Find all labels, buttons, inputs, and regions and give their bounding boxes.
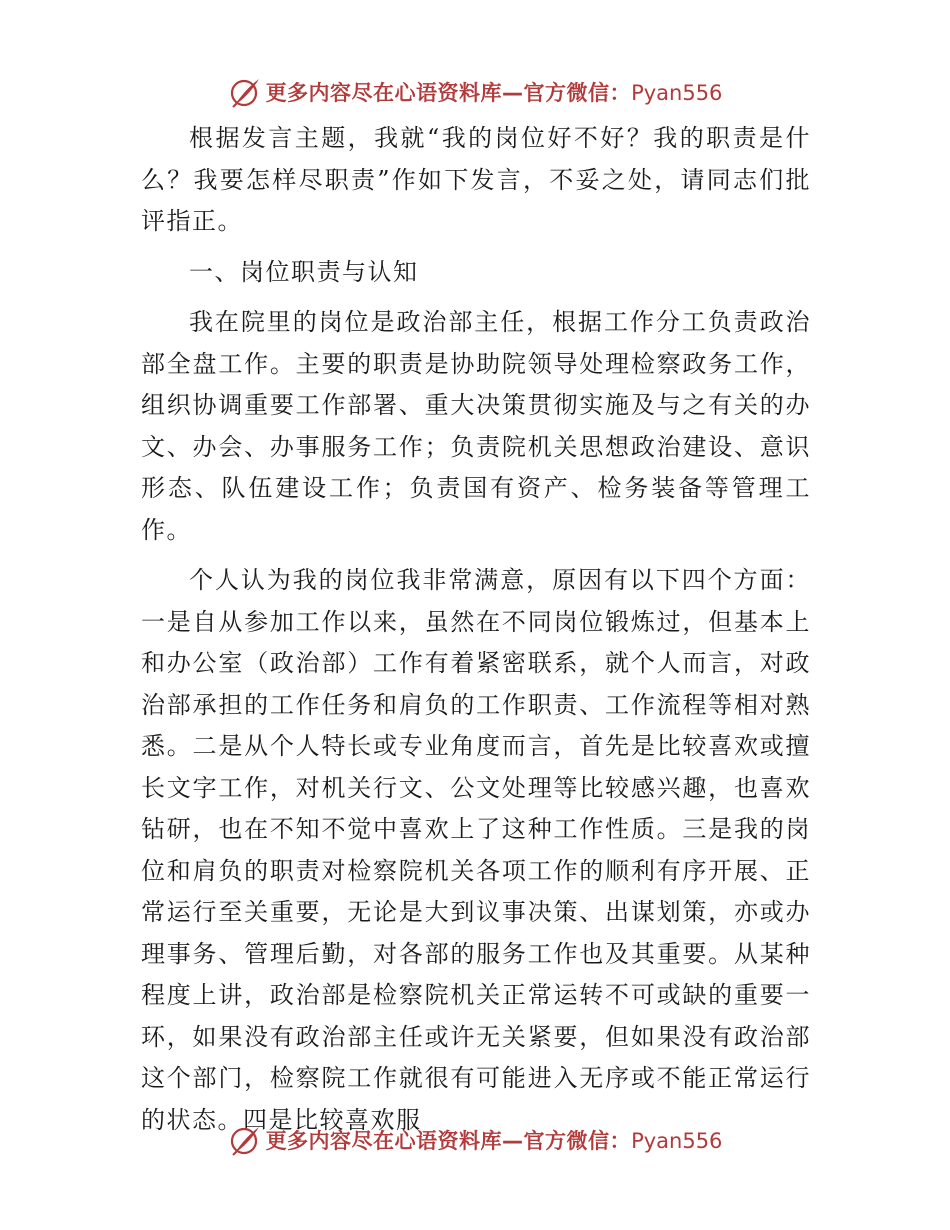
paragraph-reasons: 个人认为我的岗位我非常满意，原因有以下四个方面：一是自从参加工作以来，虽然在不同岗位锻炼过，但基本上和办公室（政治部）工作有着紧密联系，就个人而言，对政治部承担的工作任务和肩负的工作职责、工作流程等相对熟悉。二是从个人特长或专业角度而言，首先是比较喜欢或擅长文字工作，对机关行文、公文处理等比较感兴趣，也喜欢钻研，也在不知不觉中喜欢上了这种工作性质。三是我的岗位和肩负的职责对检察院机关各项工作的顺利有序开展、正常运行至关重要，无论是大到议事决策、出谋划策，亦或办理事务、管理后勤，对各部的服务工作也及其重要。从某种程度上讲，政治部是检察院机关正常运转不可或缺的重要一环，如果没有政治部主任或许无关紧要，但如果没有政治部这个部门，检察院工作就很有可能进入无序或不能正常运行的状态。四是比较喜欢服 [141,566,811,1134]
watermark-handle: Pyan556 [631,1129,723,1153]
watermark-footer [0,1118,950,1162]
feather-pen-logo-icon [228,75,262,109]
watermark-text [266,1125,723,1155]
section-heading-1: 一、岗位职责与认知 [189,257,419,286]
watermark-text [266,77,723,107]
paragraph-intro: 根据发言主题，我就“我的岗位好不好？我的职责是什么？我要怎样尽职责”作如下发言，不妥之处，请同志们批评指正。 [141,124,811,235]
document-body [141,118,811,1141]
paragraph-duties: 我在院里的岗位是政治部主任，根据工作分工负责政治部全盘工作。主要的职责是协助院领导处理检察政务工作，组织协调重要工作部署、重大决策贯彻实施及与之有关的办文、办会、办事服务工作；负责院机关思想政治建设、意识形态、队伍建设工作；负责国有资产、检务装备等管理工作。 [141,308,811,544]
watermark-handle: Pyan556 [631,81,723,105]
watermark-main-text: 更多内容尽在心语资料库—官方微信： [265,1129,632,1153]
watermark-main-text: 更多内容尽在心语资料库—官方微信： [265,81,632,105]
watermark-header [0,70,950,114]
feather-pen-logo-icon [228,1123,262,1157]
